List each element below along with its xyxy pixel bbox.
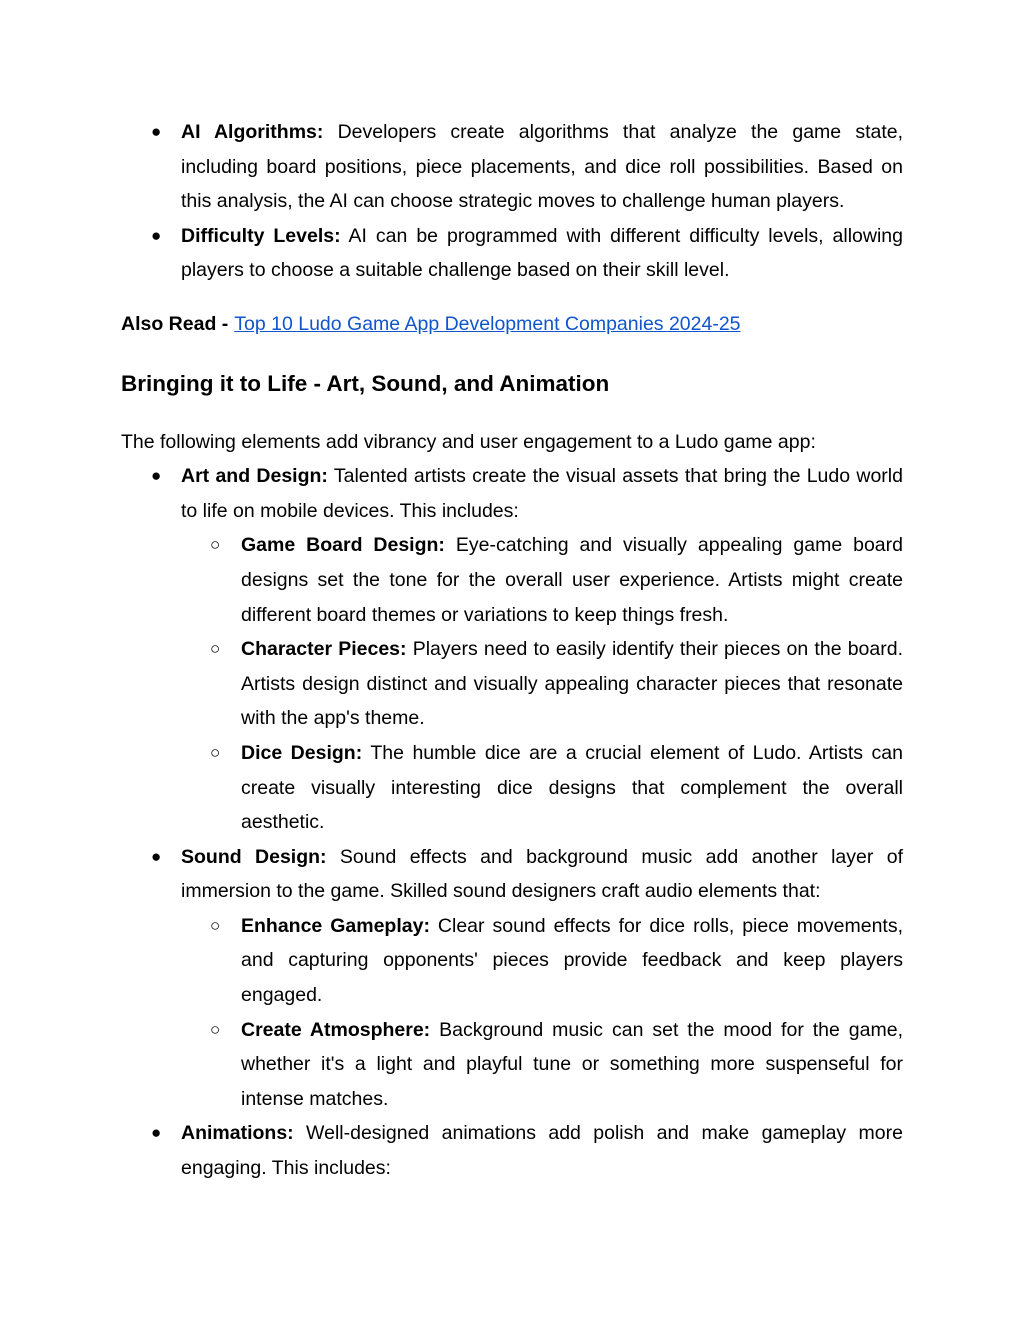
list-item-text: AI can be programmed with different difficulty levels, allowing players to choose a suitable challenge based on their skill level. [181, 224, 904, 282]
sublist-item-create-atmosphere [181, 1013, 903, 1117]
sublist-item-term: Game Board Design: [241, 534, 445, 557]
hollow-bullet-icon: ○ [210, 742, 221, 762]
sublist-item-game-board-design [181, 528, 903, 632]
bullet-icon: ● [151, 846, 162, 866]
sublist-item-text: Clear sound effects for dice rolls, piece movements, and capturing opponents' pieces provide feedback and keep players engaged. [241, 914, 903, 1007]
engagement-elements-list [121, 459, 903, 1185]
bullet-icon: ● [151, 225, 162, 245]
list-item-text: Sound effects and background music add another layer of immersion to the game. Skilled sound designers craft audio elements that: [181, 845, 903, 903]
list-item-art-and-design [121, 459, 903, 840]
sublist-item-character-pieces [181, 632, 903, 736]
sublist-item-text: Eye-catching and visually appealing game board designs set the tone for the overall user experience. Artists might create different board themes or variations to keep things fresh. [241, 534, 903, 626]
sublist-item-term: Enhance Gameplay: [241, 914, 430, 937]
list-item-sound-design [121, 840, 903, 1117]
bullet-icon: ● [151, 1123, 162, 1143]
list-item-term: Animations: [181, 1122, 294, 1145]
section-intro: The following elements add vibrancy and user engagement to a Ludo game app: [121, 430, 816, 453]
also-read [121, 307, 903, 342]
hollow-bullet-icon: ○ [210, 535, 221, 555]
sublist-item-text: Background music can set the mood for the game, whether it's a light and playful tune or something more suspenseful for intense matches. [241, 1018, 903, 1110]
also-read-label: Also Read - [121, 312, 229, 335]
sublist-item-enhance-gameplay [181, 909, 903, 1013]
list-item-ai-algorithms [121, 115, 903, 219]
list-item-text: Well-designed animations add polish and make gameplay more engaging. This includes: [181, 1122, 903, 1180]
sublist-item-term: Dice Design: [241, 741, 363, 764]
hollow-bullet-icon: ○ [210, 915, 221, 935]
list-item-text: Talented artists create the visual assets that bring the Ludo world to life on mobile devices. This includes: [181, 465, 903, 522]
also-read-link[interactable]: Top 10 Ludo Game App Development Companies 2024-25 [234, 312, 741, 335]
list-item-text: Developers create algorithms that analyze the game state, including board positions, piece placements, and dice roll possibilities. Based on this analysis, the AI can choose strategic moves to challenge human players. [181, 121, 904, 213]
list-item-difficulty-levels [121, 219, 903, 288]
sublist-item-dice-design [181, 736, 903, 840]
hollow-bullet-icon: ○ [210, 1019, 221, 1039]
sublist-item-text: The humble dice are a crucial element of Ludo. Artists can create visually interesting dice designs that complement the overall aesthetic. [241, 741, 903, 834]
ai-features-list [121, 115, 903, 288]
document-content [121, 115, 903, 1186]
sublist-item-text: Players need to easily identify their pieces on the board. Artists design distinct and visually appealing character pieces that resonate with the app's theme. [241, 638, 904, 730]
bullet-icon: ● [151, 466, 162, 486]
list-item-term: Sound Design: [181, 845, 327, 868]
section-heading: Bringing it to Life - Art, Sound, and Animation [121, 370, 610, 396]
sublist-item-term: Create Atmosphere: [241, 1018, 431, 1041]
sublist-item-term: Character Pieces: [241, 638, 407, 661]
list-item-term: AI Algorithms: [181, 121, 324, 143]
art-sublist [181, 528, 903, 839]
sound-sublist [181, 909, 903, 1117]
list-item-animations [121, 1116, 903, 1185]
list-item-term: Art and Design: [181, 465, 328, 488]
bullet-icon: ● [151, 122, 162, 141]
hollow-bullet-icon: ○ [210, 639, 221, 659]
list-item-term: Difficulty Levels: [181, 224, 341, 247]
